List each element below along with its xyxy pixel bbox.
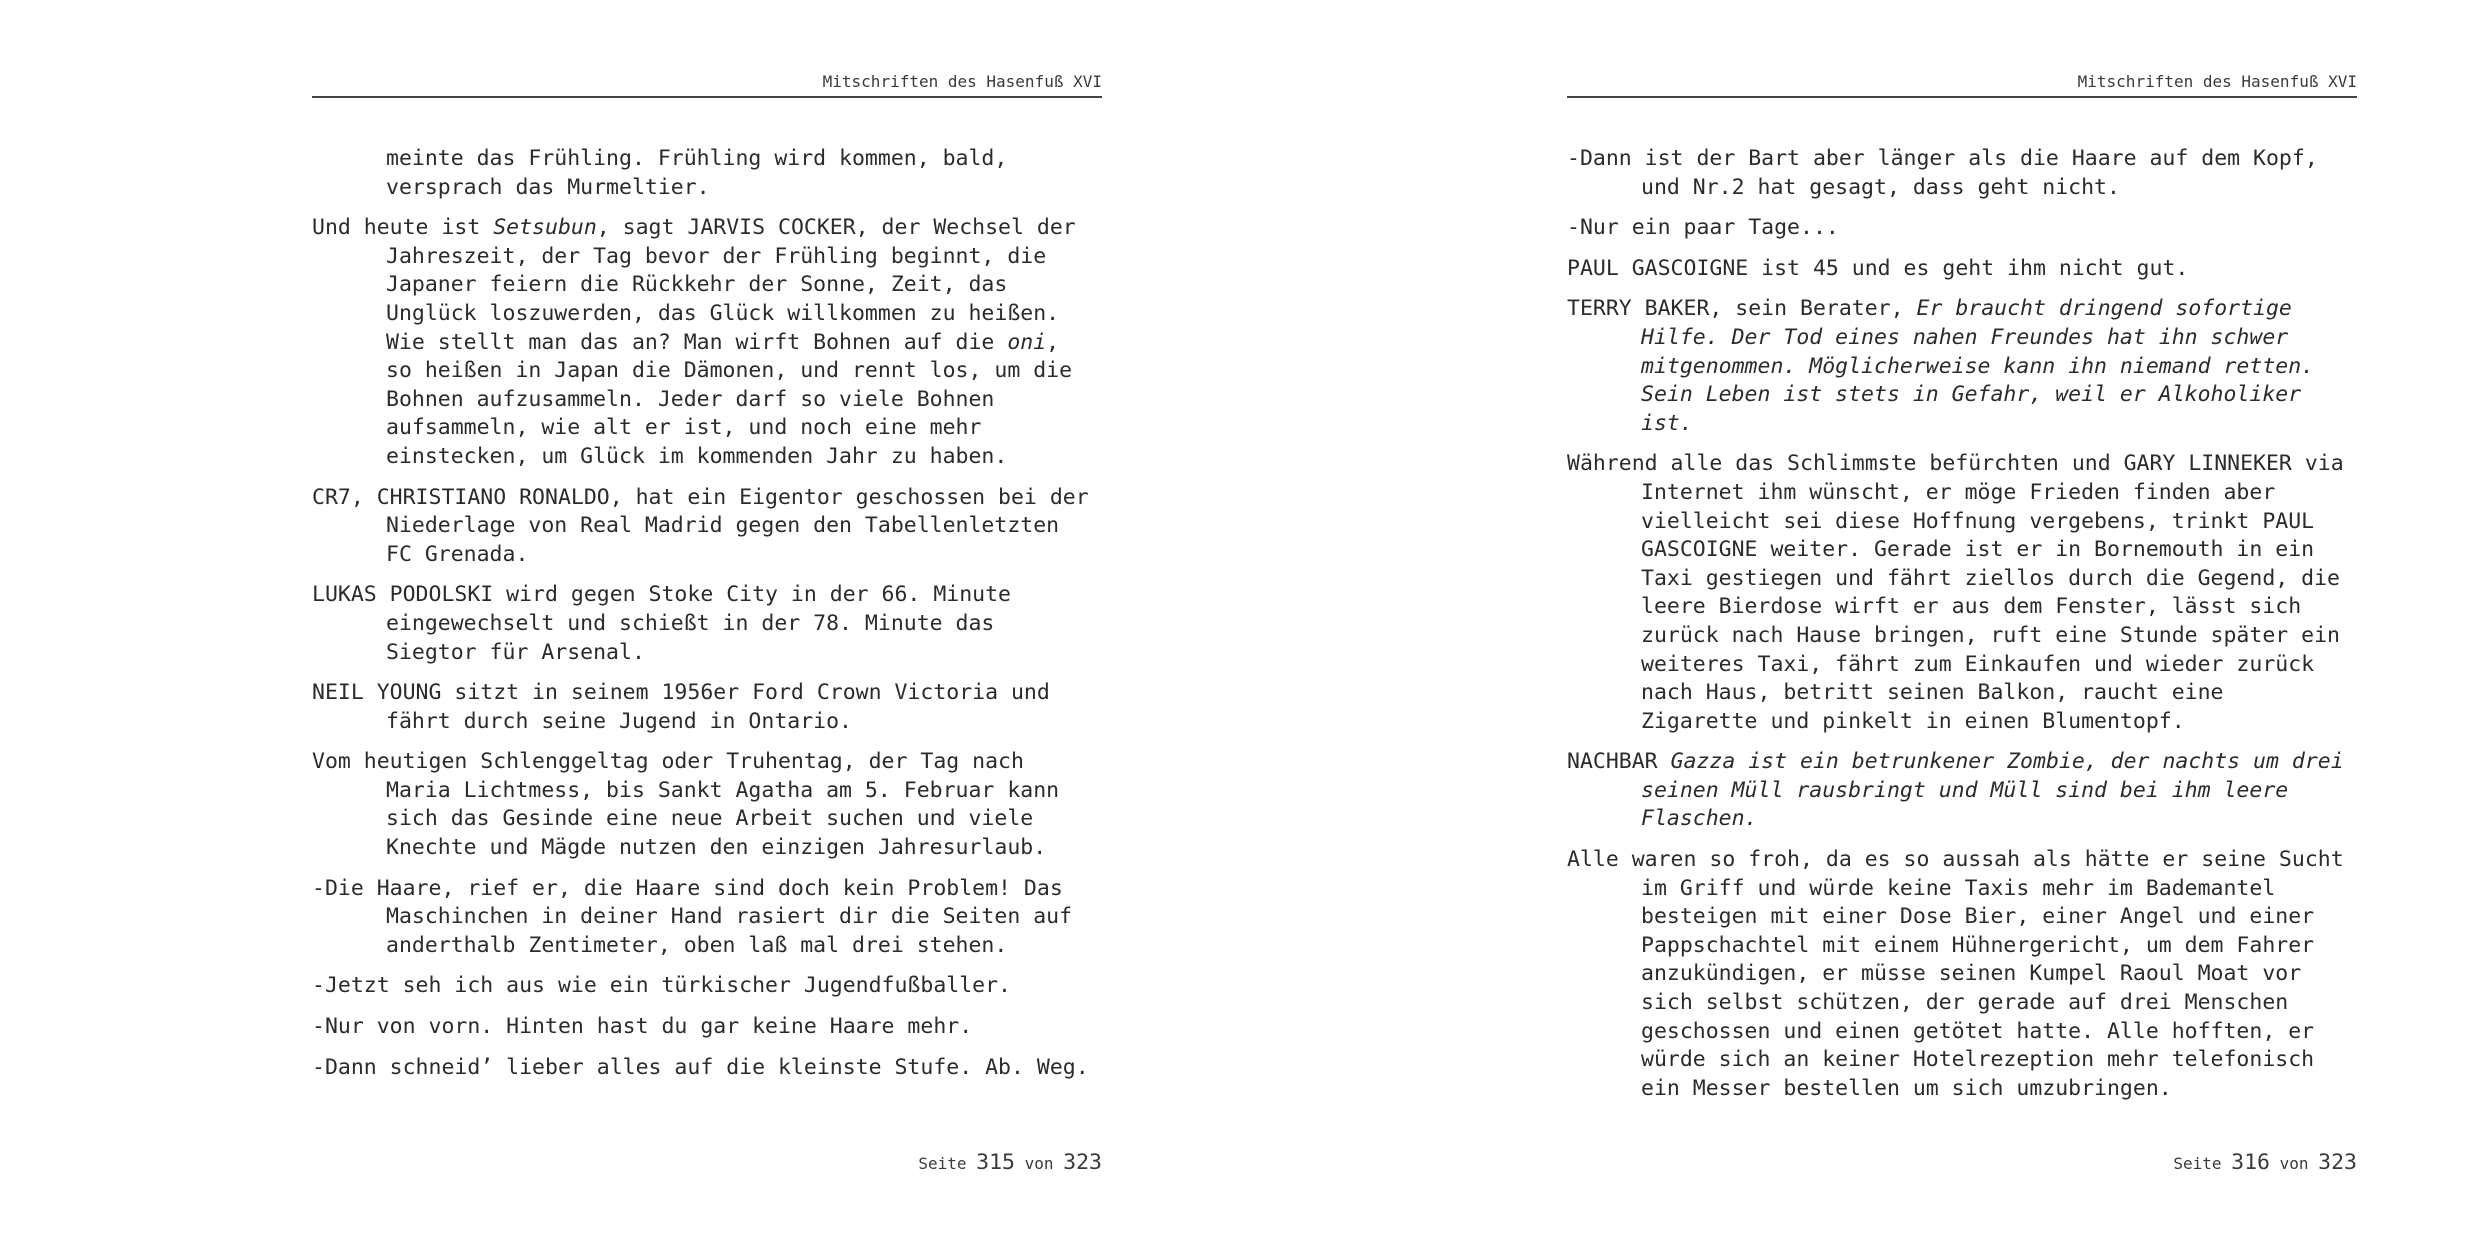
paragraph xyxy=(1567,748,2357,834)
page-footer xyxy=(1567,1150,2357,1175)
italic-text: oni xyxy=(1007,329,1047,355)
running-header: Mitschriften des Hasenfuß XVI xyxy=(2077,72,2357,91)
text-segment: , so heißen in Japan die Dämonen, und rennt los, um die Bohnen aufzusammeln. Jeder darf so viele Bohnen aufsammeln, wie alt er ist, und noch eine mehr einstecken, um Glück im kommenden Jahr zu haben. xyxy=(386,329,1073,469)
text-segment: -Nur von vorn. Hinten hast du gar keine Haare mehr. xyxy=(312,1014,973,1040)
text-segment: Und heute ist xyxy=(312,215,494,241)
footer-seite-label: Seite xyxy=(2173,1154,2222,1173)
footer-page-number: 315 xyxy=(976,1150,1015,1175)
italic-text: Setsubun xyxy=(493,215,597,241)
footer-von-label: von xyxy=(2279,1154,2309,1173)
paragraph xyxy=(312,748,1102,862)
text-segment: -Nur ein paar Tage... xyxy=(1567,215,1839,241)
footer-total-pages: 323 xyxy=(1063,1150,1102,1175)
paragraph xyxy=(312,875,1102,961)
paragraph xyxy=(312,484,1102,570)
paragraph xyxy=(312,581,1102,667)
header-rule xyxy=(1567,96,2357,98)
header-rule xyxy=(312,96,1102,98)
footer-page-number: 316 xyxy=(2231,1150,2270,1175)
text-segment: CR7, CHRISTIANO RONALDO, hat ein Eigentor geschossen bei der Niederlage von Real Madrid gegen den Tabellenletzten FC Grenada. xyxy=(312,484,1089,567)
paragraph xyxy=(312,145,1102,202)
italic-text: Gazza ist ein betrunkener Zombie, der nachts um drei seinen Müll rausbringt und Müll sind bei ihm leere Flaschen. xyxy=(1641,749,2344,832)
footer-von-label: von xyxy=(1024,1154,1054,1173)
paragraph xyxy=(1567,214,2357,243)
text-segment: TERRY BAKER, sein Berater, xyxy=(1567,296,1917,322)
paragraph xyxy=(312,214,1102,471)
paragraph xyxy=(1567,450,2357,736)
right-page xyxy=(1567,0,2357,1240)
paragraph xyxy=(312,972,1102,1001)
paragraph xyxy=(312,1013,1102,1042)
page-body xyxy=(1567,145,2357,1115)
text-segment: -Jetzt seh ich aus wie ein türkischer Jugendfußballer. xyxy=(312,973,1011,999)
paragraph xyxy=(1567,145,2357,202)
text-segment: -Dann schneid’ lieber alles auf die kleinste Stufe. Ab. Weg. xyxy=(312,1054,1089,1080)
text-segment: -Die Haare, rief er, die Haare sind doch kein Problem! Das Maschinchen in deiner Hand rasiert dir die Seiten auf anderthalb Zentimeter, oben laß mal drei stehen. xyxy=(312,875,1073,958)
left-page xyxy=(312,0,1102,1240)
text-segment: Während alle das Schlimmste befürchten und GARY LINNEKER via Internet ihm wünscht, er möge Frieden finden aber vielleicht sei diese Hoffnung vergebens, trinkt PAUL GASCOIGNE weiter. Gerade ist er in Bornemouth in ein Taxi gestiegen und fährt ziellos durch die Gegend, die leere Bierdose wirft er aus dem Fenster, lässt sich zurück nach Hause bringen, ruft eine Stunde später ein weiteres Taxi, fährt zum Einkaufen und wieder zurück nach Haus, betritt seinen Balkon, raucht eine Zigarette und pinkelt in einen Blumentopf. xyxy=(1567,451,2344,734)
footer-seite-label: Seite xyxy=(918,1154,967,1173)
paragraph xyxy=(1567,255,2357,284)
text-segment: NEIL YOUNG sitzt in seinem 1956er Ford Crown Victoria und fährt durch seine Jugend in Ontario. xyxy=(312,680,1050,734)
footer-total-pages: 323 xyxy=(2318,1150,2357,1175)
text-segment: , sagt JARVIS COCKER, der Wechsel der Jahreszeit, der Tag bevor der Frühling beginnt, die Japaner feiern die Rückkehr der Sonne, Zeit, das Unglück loszuwerden, das Glück willkommen zu heißen. Wie stellt man das an? Man wirft Bohnen auf die xyxy=(386,215,1076,355)
italic-text: Er braucht dringend sofortige Hilfe. Der Tod eines nahen Freundes hat ihn schwer mitgenommen. Möglicherweise kann ihn niemand retten. Sein Leben ist stets in Gefahr, weil er Alkoholiker ist. xyxy=(1641,296,2315,436)
text-segment: LUKAS PODOLSKI wird gegen Stoke City in der 66. Minute eingewechselt und schießt in der 78. Minute das Siegtor für Arsenal. xyxy=(312,582,1011,665)
page-body xyxy=(312,145,1102,1094)
running-header: Mitschriften des Hasenfuß XVI xyxy=(822,72,1102,91)
text-segment: NACHBAR xyxy=(1567,749,1671,775)
paragraph xyxy=(312,1054,1102,1083)
paragraph xyxy=(1567,295,2357,438)
paragraph xyxy=(312,679,1102,736)
text-segment: meinte das Frühling. Frühling wird kommen, bald, versprach das Murmeltier. xyxy=(386,146,1008,200)
text-segment: PAUL GASCOIGNE ist 45 und es geht ihm nicht gut. xyxy=(1567,255,2189,281)
page-footer xyxy=(312,1150,1102,1175)
paragraph xyxy=(1567,846,2357,1103)
text-segment: Alle waren so froh, da es so aussah als hätte er seine Sucht im Griff und würde keine Taxis mehr im Bademantel besteigen mit einer Dose Bier, einer Angel und einer Pappschachtel mit einem Hühnergericht, um dem Fahrer anzukündigen, er müsse seinen Kumpel Raoul Moat vor sich selbst schützen, der gerade auf drei Menschen geschossen und einen getötet hatte. Alle hofften, er würde sich an keiner Hotelrezeption mehr telefonisch ein Messer bestellen um sich umzubringen. xyxy=(1567,847,2344,1101)
text-segment: -Dann ist der Bart aber länger als die Haare auf dem Kopf, und Nr.2 hat gesagt, dass geht nicht. xyxy=(1567,146,2318,200)
text-segment: Vom heutigen Schlenggeltag oder Truhentag, der Tag nach Maria Lichtmess, bis Sankt Agatha am 5. Februar kann sich das Gesinde eine neue Arbeit suchen und viele Knechte und Mägde nutzen den einzigen Jahresurlaub. xyxy=(312,749,1060,861)
